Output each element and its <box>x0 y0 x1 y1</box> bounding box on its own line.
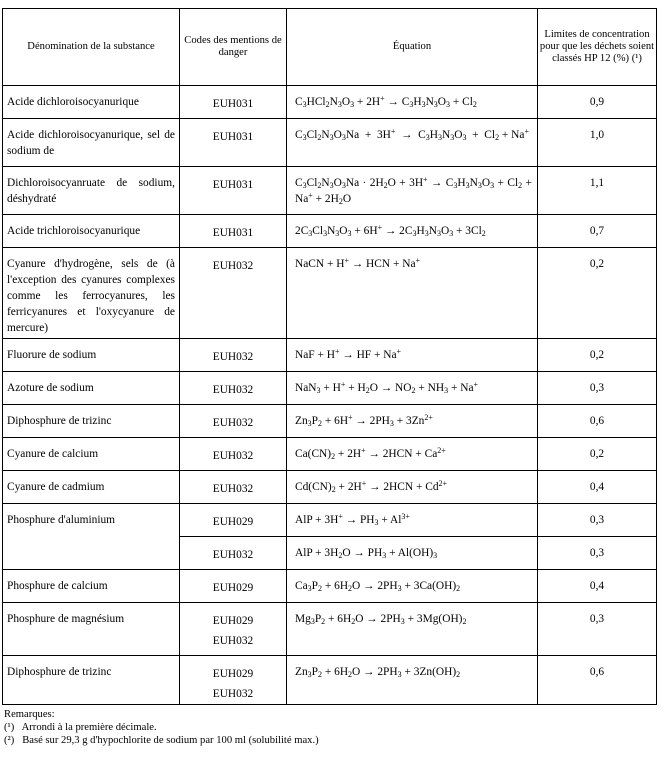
table-row <box>3 215 657 248</box>
concentration-limit: 0,4 <box>538 471 657 504</box>
equation: $C_3Cl_2N_3O_3Na \cdot 2H_2O + 3H^+ \to C_3H_3N_3O_3 + Cl_2 + Na^+ + 2H_2O$ <box>287 167 538 215</box>
hazard-code: EUH029 <box>212 516 254 528</box>
hazard-codes <box>180 438 287 471</box>
table-row <box>3 570 657 603</box>
equation: $Ca(CN)_2 + 2H^+ \to 2HCN + Ca^{2+}$ <box>287 438 538 471</box>
hazard-code: EUH032 <box>212 260 254 272</box>
note-2 <box>4 734 319 747</box>
hazard-codes <box>180 656 287 705</box>
substance-name: Fluorure de sodium <box>3 339 180 372</box>
hazard-code: EUH031 <box>212 98 254 110</box>
header-codes: Codes des mentions de danger <box>180 9 287 86</box>
hazard-codes <box>180 119 287 167</box>
substance-name: Diphosphure de trizinc <box>3 405 180 438</box>
table-row <box>3 656 657 705</box>
concentration-limit: 0,7 <box>538 215 657 248</box>
note-1-mark: (¹) <box>4 722 15 733</box>
hazard-code: EUH032 <box>212 635 254 647</box>
hazard-codes <box>180 248 287 339</box>
concentration-limit: 1,1 <box>538 167 657 215</box>
substance-name: Azoture de sodium <box>3 372 180 405</box>
equation: $2C_3Cl_3N_3O_3 + 6H^+ \to 2C_3H_3N_3O_3 + 3Cl_2$ <box>287 215 538 248</box>
notes <box>4 708 319 747</box>
hazard-code: EUH032 <box>212 483 254 495</box>
hazard-code: EUH031 <box>212 131 254 143</box>
equation: AlP + $3H^+ \to PH_3 + Al^{3+}$ <box>287 504 538 537</box>
table-row <box>3 438 657 471</box>
substance-name: Phosphure de calcium <box>3 570 180 603</box>
equation: NaF + H+ → HF + Na+ <box>287 339 538 372</box>
table-row <box>3 248 657 339</box>
note-2-mark: (²) <box>4 735 15 746</box>
concentration-limit: 0,6 <box>538 656 657 705</box>
concentration-limit: 0,6 <box>538 405 657 438</box>
hazard-code: EUH031 <box>212 179 254 191</box>
table-row <box>3 339 657 372</box>
hazard-codes <box>180 570 287 603</box>
concentration-limit: 0,2 <box>538 339 657 372</box>
header-substance: Dénomination de la substance <box>3 9 180 86</box>
notes-title: Remarques: <box>4 709 55 720</box>
hazard-code: EUH031 <box>212 227 254 239</box>
substance-name: Acide dichloroisocyanurique <box>3 86 180 119</box>
concentration-limit: 0,3 <box>538 537 657 570</box>
table-row <box>3 372 657 405</box>
concentration-limit: 0,2 <box>538 438 657 471</box>
concentration-limit: 1,0 <box>538 119 657 167</box>
hazard-code: EUH032 <box>212 688 254 700</box>
table-row <box>3 119 657 167</box>
hazard-code: EUH029 <box>212 615 254 627</box>
hazard-codes <box>180 405 287 438</box>
hazard-codes <box>180 603 287 656</box>
hazard-codes <box>180 537 287 570</box>
equation: AlP + $3H_2O \to PH_3 + Al(OH)_3$ <box>287 537 538 570</box>
equation: $Cd(CN)_2 + 2H^+ \to 2HCN + Cd^{2+}$ <box>287 471 538 504</box>
equation: $C_3Cl_2N_3O_3Na + 3H^+ \to C_3H_3N_3O_3 + Cl_2 + Na^+$ <box>287 119 538 167</box>
hazard-codes <box>180 86 287 119</box>
hazard-code: EUH032 <box>212 384 254 396</box>
equation: $C_3HCl_2N_3O_3 + 2H^+ \to C_3H_3N_3O_3 + Cl_2$ <box>287 86 538 119</box>
table-row <box>3 471 657 504</box>
concentration-limit: 0,3 <box>538 603 657 656</box>
hazard-codes <box>180 215 287 248</box>
hazard-codes <box>180 372 287 405</box>
concentration-limit: 0,9 <box>538 86 657 119</box>
table-row <box>3 504 657 537</box>
hazard-code: EUH032 <box>212 549 254 561</box>
note-2-text: Basé sur 29,3 g d'hypochlorite de sodium par 100 ml (solubilité max.) <box>22 735 319 746</box>
substance-name: Cyanure de calcium <box>3 438 180 471</box>
substance-name: Dichloroisocyanruate de sodium, déshydraté <box>3 167 180 215</box>
table-row <box>3 86 657 119</box>
equation: $NaN_3 + H^+ + H_2O \to NO_2 + NH_3 + Na^+$ <box>287 372 538 405</box>
equation: $Zn_3P_2 + 6H^+ \to 2PH_3 + 3Zn^{2+}$ <box>287 405 538 438</box>
hazard-codes <box>180 471 287 504</box>
substance-name: Phosphure de magnésium <box>3 603 180 656</box>
equation: $Ca_3P_2 + 6H_2O \to 2PH_3 + 3Ca(OH)_2$ <box>287 570 538 603</box>
substance-name: Cyanure d'hydrogène, sels de (à l'exception des cyanures complexes comme les ferrocyanures, les ferricyanures et l'oxycyanure de mercure) <box>3 248 180 339</box>
substance-name: Acide trichloroisocyanurique <box>3 215 180 248</box>
table-row <box>3 405 657 438</box>
equation: $Mg_3P_2 + 6H_2O \to 2PH_3 + 3Mg(OH)_2$ <box>287 603 538 656</box>
note-1 <box>4 721 319 734</box>
concentration-limit: 0,3 <box>538 372 657 405</box>
equation: $Zn_3P_2 + 6H_2O \to 2PH_3 + 3Zn(OH)_2$ <box>287 656 538 705</box>
concentration-limit: 0,4 <box>538 570 657 603</box>
hazard-code: EUH032 <box>212 417 254 429</box>
table-row <box>3 603 657 656</box>
table-row <box>3 167 657 215</box>
hazard-codes <box>180 339 287 372</box>
hazard-code: EUH029 <box>212 668 254 680</box>
substances-table <box>2 8 657 705</box>
hazard-codes <box>180 504 287 537</box>
hazard-code: EUH032 <box>212 450 254 462</box>
hazard-code: EUH032 <box>212 351 254 363</box>
hazard-code: EUH029 <box>212 582 254 594</box>
substance-name: Diphosphure de trizinc <box>3 656 180 705</box>
header-limit: Limites de concentration pour que les déchets soient classés HP 12 (%) (¹) <box>538 9 657 86</box>
concentration-limit: 0,2 <box>538 248 657 339</box>
substance-name: Phosphure d'aluminium <box>3 504 180 570</box>
note-1-text: Arrondi à la première décimale. <box>21 722 157 733</box>
header-row <box>3 9 657 86</box>
substance-name: Acide dichloroisocyanurique, sel de sodium de <box>3 119 180 167</box>
hazard-codes <box>180 167 287 215</box>
concentration-limit: 0,3 <box>538 504 657 537</box>
header-equation: Équation <box>287 9 538 86</box>
substance-name: Cyanure de cadmium <box>3 471 180 504</box>
equation: NaCN + H+ → HCN + Na+ <box>287 248 538 339</box>
table-body <box>3 86 657 705</box>
